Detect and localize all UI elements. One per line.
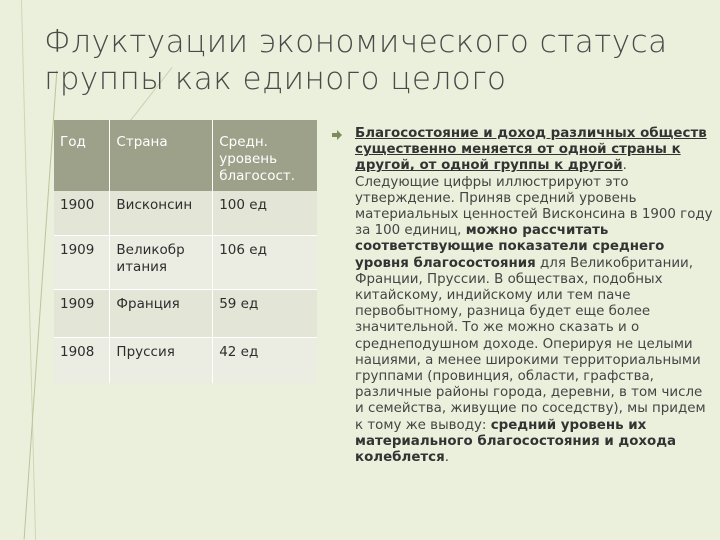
- cell-level: 106 ед: [213, 235, 317, 289]
- body-paragraph: [355, 126, 713, 466]
- slide-title: Флуктуации экономического статуса группы как единого целого: [44, 24, 668, 97]
- cell-country: Пруссия: [110, 337, 213, 383]
- body-text: для Великобритании, Франции, Пруссии. В обществах, подобных китайскому, индийскому или тем паче первобытному, разница будет еще более значительной. То же можно сказать и о среднеподушном доходе. Оперируя не целыми нациями, а менее широкими территориальными группами (провинция, области, графства, различные районы города, деревни, в том числе и семейства, живущие по соседству), мы придем к тому же выводу:: [355, 255, 706, 433]
- cell-level: 59 ед: [213, 289, 317, 337]
- body-text: . Следующие цифры иллюстрируют это утверждение. Приняв средний уровень материальных ценностей Висконсина в 1900 году за 100 единиц,: [355, 158, 713, 239]
- table-header-row: [54, 120, 317, 191]
- key-statement: [355, 126, 707, 173]
- cell-level: 42 ед: [213, 337, 317, 383]
- table-row: [54, 235, 317, 289]
- welfare-table: [54, 120, 317, 383]
- column-header-year: Год: [60, 134, 86, 150]
- cell-year: 1909: [54, 289, 110, 337]
- column-header-level: Средн. уровень благосост.: [213, 120, 317, 191]
- cell-country: Франция: [110, 289, 213, 337]
- cell-country: Великобр итания: [110, 235, 213, 289]
- cell-level: 100 ед: [213, 191, 317, 235]
- table-row: [54, 337, 317, 383]
- emphasis-text: можно рассчитать соответствующие показатели среднего уровня благосостояния: [355, 223, 665, 271]
- body-text: .: [444, 450, 449, 466]
- conclusion-text: средний уровень их материального благосостояния и дохода колеблется: [355, 417, 677, 466]
- table-row: [54, 289, 317, 337]
- table-row: [54, 191, 317, 235]
- cell-country: Висконсин: [110, 191, 213, 235]
- cell-year: 1909: [54, 235, 110, 289]
- key-statement-underlined: Благосостояние и доход различных обществ существенно меняется от одной страны к другой, от одной группы к другой: [355, 126, 707, 174]
- cell-year: 1908: [54, 337, 110, 383]
- right-arrow-bullet-icon: [332, 130, 342, 140]
- column-header-country: Страна: [110, 120, 213, 191]
- cell-year: 1900: [60, 197, 95, 213]
